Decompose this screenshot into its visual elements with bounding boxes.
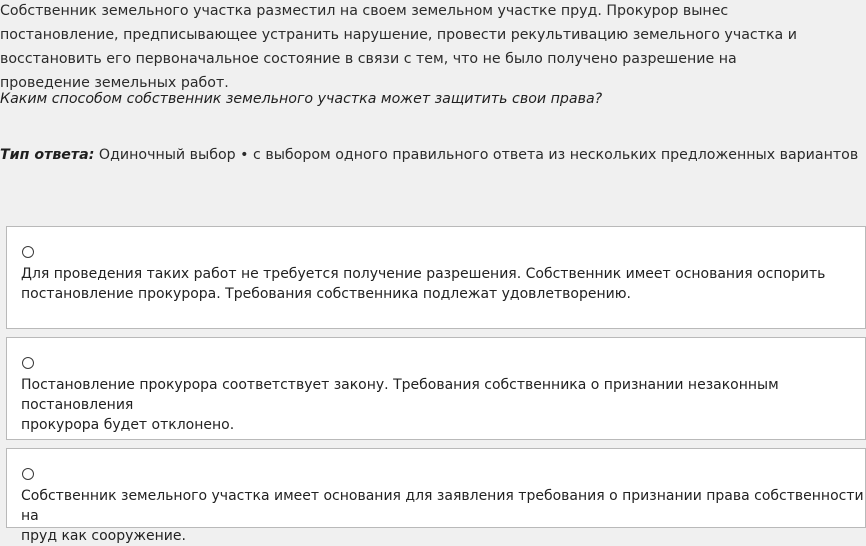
radio-button-2[interactable]: [22, 357, 34, 369]
answer-type: [0, 144, 858, 166]
answer-option-1[interactable]: [6, 226, 866, 329]
answer-options: [6, 226, 864, 544]
question-text: Собственник земельного участка разместил на своем земельном участке пруд. Прокурор вынес постановление, предписывающее устранить нарушение, провести рекультивацию земельного участка и восстановить его первоначальное состояние в связи с тем, что не было получено разрешение на проведение земельных работ.: [0, 3, 797, 91]
question-prompt: Каким способом собственник земельного участка может защитить свои права?: [0, 91, 603, 107]
answer-option-3[interactable]: [6, 448, 866, 544]
answer-option-1-text: Для проведения таких работ не требуется получение разрешения. Собственник имеет основания оспорить постановление прокурора. Требования собственника подлежат удовлетворению.: [21, 266, 826, 302]
radio-button-1[interactable]: [22, 246, 34, 258]
radio-button-3[interactable]: [22, 468, 34, 480]
answer-option-3-text: Собственник земельного участка имеет основания для заявления требования о признании права собственности на пруд как сооружение.: [21, 488, 864, 544]
answer-option-2[interactable]: [6, 337, 866, 440]
answer-option-2-text: Постановление прокурора соответствует закону. Требования собственника о признании незаконным постановления прокурора будет отклонено.: [21, 377, 779, 433]
answer-type-label: Тип ответа:: [0, 147, 95, 163]
answer-type-value: Одиночный выбор • с выбором одного правильного ответа из нескольких предложенных вариантов: [98, 147, 859, 163]
